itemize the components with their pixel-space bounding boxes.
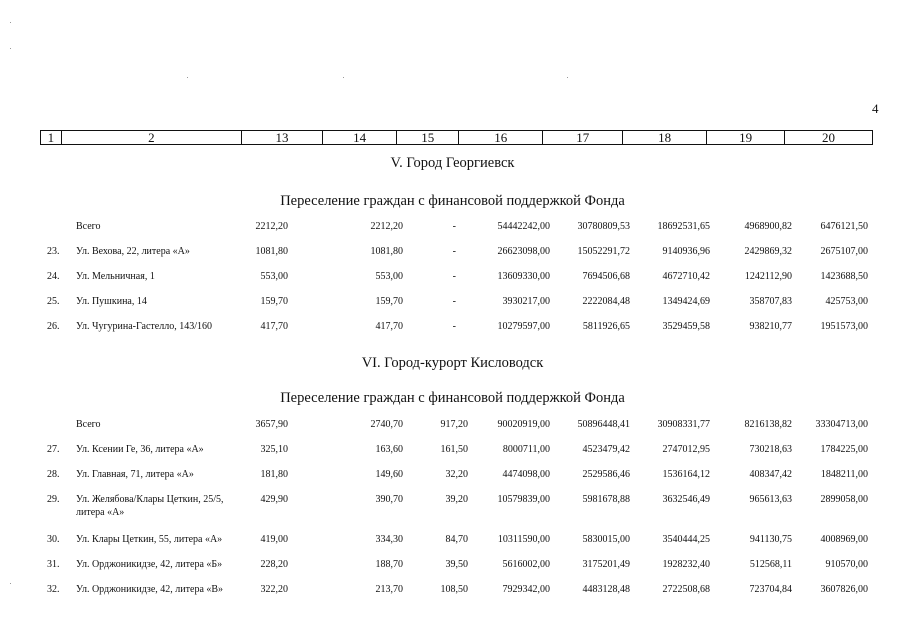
cell-col-18: 3529459,58 (662, 321, 710, 332)
row-address: Ул. Мельничная, 1 (76, 271, 155, 282)
row-number: 28. (47, 469, 60, 480)
header-row (41, 131, 873, 145)
cell-col-13: 325,10 (260, 444, 288, 455)
cell-col-16: 7929342,00 (502, 584, 550, 595)
cell-col-14: 417,70 (375, 321, 403, 332)
cell-col-14: 553,00 (375, 271, 403, 282)
cell-col-14: 213,70 (375, 584, 403, 595)
cell-col-13: 419,00 (260, 534, 288, 545)
cell-col-20: 3607826,00 (820, 584, 868, 595)
cell-col-17: 7694506,68 (582, 271, 630, 282)
column-number-header (40, 130, 873, 145)
cell-col-15: 84,70 (445, 534, 468, 545)
cell-col-15: 39,50 (445, 559, 468, 570)
row-address: Ул. Вехова, 22, литера «А» (76, 246, 190, 257)
cell-col-19: 938210,77 (749, 321, 792, 332)
row-number: 30. (47, 534, 60, 545)
row-address: Всего (76, 221, 101, 232)
cell-col-13: 181,80 (260, 469, 288, 480)
cell-col-17: 2529586,46 (582, 469, 630, 480)
table-row (0, 271, 905, 285)
table-row (0, 221, 905, 235)
cell-col-20: 1951573,00 (820, 321, 868, 332)
cell-col-18: 1536164,12 (662, 469, 710, 480)
cell-col-17: 2222084,48 (582, 296, 630, 307)
cell-col-15: - (452, 246, 456, 257)
table-row (0, 559, 905, 573)
cell-col-18: 9140936,96 (662, 246, 710, 257)
cell-col-14: 159,70 (375, 296, 403, 307)
cell-col-17: 3175201,49 (582, 559, 630, 570)
table-row (0, 469, 905, 483)
table-row (0, 534, 905, 548)
row-address-continued: литера «А» (76, 507, 125, 518)
cell-col-16: 4474098,00 (502, 469, 550, 480)
cell-col-19: 408347,42 (749, 469, 792, 480)
row-address: Ул. Клары Цеткин, 55, литера «А» (76, 534, 223, 545)
cell-col-14: 334,30 (375, 534, 403, 545)
cell-col-18: 1928232,40 (662, 559, 710, 570)
scan-speck (10, 22, 11, 23)
section-subtitle: Переселение граждан с финансовой поддержкой Фонда (280, 390, 625, 406)
cell-col-14: 149,60 (375, 469, 403, 480)
cell-col-20: 6476121,50 (820, 221, 868, 232)
row-address: Ул. Пушкина, 14 (76, 296, 147, 307)
cell-col-14: 390,70 (375, 494, 403, 505)
header-col-18: 18 (623, 131, 707, 145)
section-title: V. Город Георгиевск (390, 155, 515, 171)
header-col-19: 19 (707, 131, 785, 145)
cell-col-13: 159,70 (260, 296, 288, 307)
cell-col-18: 2722508,68 (662, 584, 710, 595)
cell-col-15: 161,50 (440, 444, 468, 455)
table-row (0, 494, 905, 522)
table-row (0, 246, 905, 260)
table-row (0, 419, 905, 433)
row-address: Ул. Чугурина-Гастелло, 143/160 (76, 321, 212, 332)
cell-col-19: 512568,11 (749, 559, 792, 570)
row-number: 24. (47, 271, 60, 282)
row-number: 27. (47, 444, 60, 455)
header-col-15: 15 (397, 131, 459, 145)
row-address: Ул. Главная, 71, литера «А» (76, 469, 194, 480)
cell-col-20: 2675107,00 (820, 246, 868, 257)
cell-col-17: 4483128,48 (582, 584, 630, 595)
table-row (0, 296, 905, 310)
cell-col-13: 3657,90 (255, 419, 288, 430)
cell-col-19: 1242112,90 (744, 271, 792, 282)
cell-col-18: 3540444,25 (662, 534, 710, 545)
cell-col-19: 8216138,82 (744, 419, 792, 430)
section-title: VI. Город-курорт Кисловодск (361, 355, 544, 371)
cell-col-14: 2212,20 (370, 221, 403, 232)
header-col-13: 13 (242, 131, 323, 145)
cell-col-18: 18692531,65 (657, 221, 710, 232)
header-col-17: 17 (543, 131, 623, 145)
cell-col-15: 39,20 (445, 494, 468, 505)
cell-col-16: 26623098,00 (497, 246, 550, 257)
cell-col-13: 2212,20 (255, 221, 288, 232)
row-number: 32. (47, 584, 60, 595)
row-number: 26. (47, 321, 60, 332)
cell-col-13: 429,90 (260, 494, 288, 505)
cell-col-16: 8000711,00 (502, 444, 550, 455)
cell-col-18: 2747012,95 (662, 444, 710, 455)
cell-col-13: 1081,80 (255, 246, 288, 257)
row-number: 31. (47, 559, 60, 570)
cell-col-15: 32,20 (445, 469, 468, 480)
cell-col-20: 4008969,00 (820, 534, 868, 545)
cell-col-15: 917,20 (440, 419, 468, 430)
cell-col-19: 730218,63 (749, 444, 792, 455)
cell-col-19: 4968900,82 (744, 221, 792, 232)
cell-col-18: 3632546,49 (662, 494, 710, 505)
scan-speck (187, 77, 188, 78)
cell-col-16: 90020919,00 (497, 419, 550, 430)
row-address: Ул. Ксении Ге, 36, литера «А» (76, 444, 204, 455)
scan-speck (10, 583, 11, 584)
table-row (0, 321, 905, 335)
cell-col-20: 2899058,00 (820, 494, 868, 505)
cell-col-16: 10311590,00 (497, 534, 550, 545)
cell-col-13: 322,20 (260, 584, 288, 595)
scan-speck (567, 77, 568, 78)
cell-col-16: 10279597,00 (497, 321, 550, 332)
cell-col-16: 5616002,00 (502, 559, 550, 570)
cell-col-16: 10579839,00 (497, 494, 550, 505)
cell-col-15: - (452, 296, 456, 307)
cell-col-19: 965613,63 (749, 494, 792, 505)
page-number: 4 (872, 101, 879, 116)
cell-col-16: 13609330,00 (497, 271, 550, 282)
cell-col-18: 30908331,77 (657, 419, 710, 430)
cell-col-13: 228,20 (260, 559, 288, 570)
cell-col-20: 1848211,00 (820, 469, 868, 480)
cell-col-14: 188,70 (375, 559, 403, 570)
header-col-2: 2 (61, 131, 241, 145)
cell-col-17: 5830015,00 (582, 534, 630, 545)
header-col-20: 20 (785, 131, 873, 145)
cell-col-17: 15052291,72 (577, 246, 630, 257)
cell-col-14: 2740,70 (370, 419, 403, 430)
cell-col-19: 358707,83 (749, 296, 792, 307)
cell-col-16: 3930217,00 (502, 296, 550, 307)
cell-col-20: 425753,00 (825, 296, 868, 307)
cell-col-14: 1081,80 (370, 246, 403, 257)
row-address: Ул. Желябова/Клары Цеткин, 25/5, (76, 494, 224, 505)
table-row (0, 584, 905, 598)
cell-col-20: 1784225,00 (820, 444, 868, 455)
scan-speck (343, 77, 344, 78)
cell-col-16: 54442242,00 (497, 221, 550, 232)
cell-col-19: 941130,75 (749, 534, 792, 545)
cell-col-15: - (452, 271, 456, 282)
cell-col-18: 4672710,42 (662, 271, 710, 282)
row-number: 25. (47, 296, 60, 307)
cell-col-13: 553,00 (260, 271, 288, 282)
header-col-16: 16 (459, 131, 543, 145)
cell-col-15: - (452, 221, 456, 232)
cell-col-20: 1423688,50 (820, 271, 868, 282)
header-col-1: 1 (41, 131, 62, 145)
cell-col-17: 30780809,53 (577, 221, 630, 232)
cell-col-20: 33304713,00 (815, 419, 868, 430)
cell-col-15: 108,50 (440, 584, 468, 595)
row-address: Всего (76, 419, 101, 430)
row-address: Ул. Орджоникидзе, 42, литера «Б» (76, 559, 223, 570)
cell-col-17: 50896448,41 (577, 419, 630, 430)
cell-col-17: 5811926,65 (582, 321, 630, 332)
cell-col-17: 5981678,88 (582, 494, 630, 505)
cell-col-20: 910570,00 (825, 559, 868, 570)
header-col-14: 14 (323, 131, 397, 145)
row-number: 23. (47, 246, 60, 257)
scan-speck (10, 48, 11, 49)
row-address: Ул. Орджоникидзе, 42, литера «В» (76, 584, 224, 595)
table-row (0, 444, 905, 458)
section-subtitle: Переселение граждан с финансовой поддержкой Фонда (280, 193, 625, 209)
row-number: 29. (47, 494, 60, 505)
cell-col-19: 2429869,32 (744, 246, 792, 257)
cell-col-19: 723704,84 (749, 584, 792, 595)
cell-col-14: 163,60 (375, 444, 403, 455)
cell-col-13: 417,70 (260, 321, 288, 332)
cell-col-18: 1349424,69 (662, 296, 710, 307)
cell-col-15: - (452, 321, 456, 332)
cell-col-17: 4523479,42 (582, 444, 630, 455)
